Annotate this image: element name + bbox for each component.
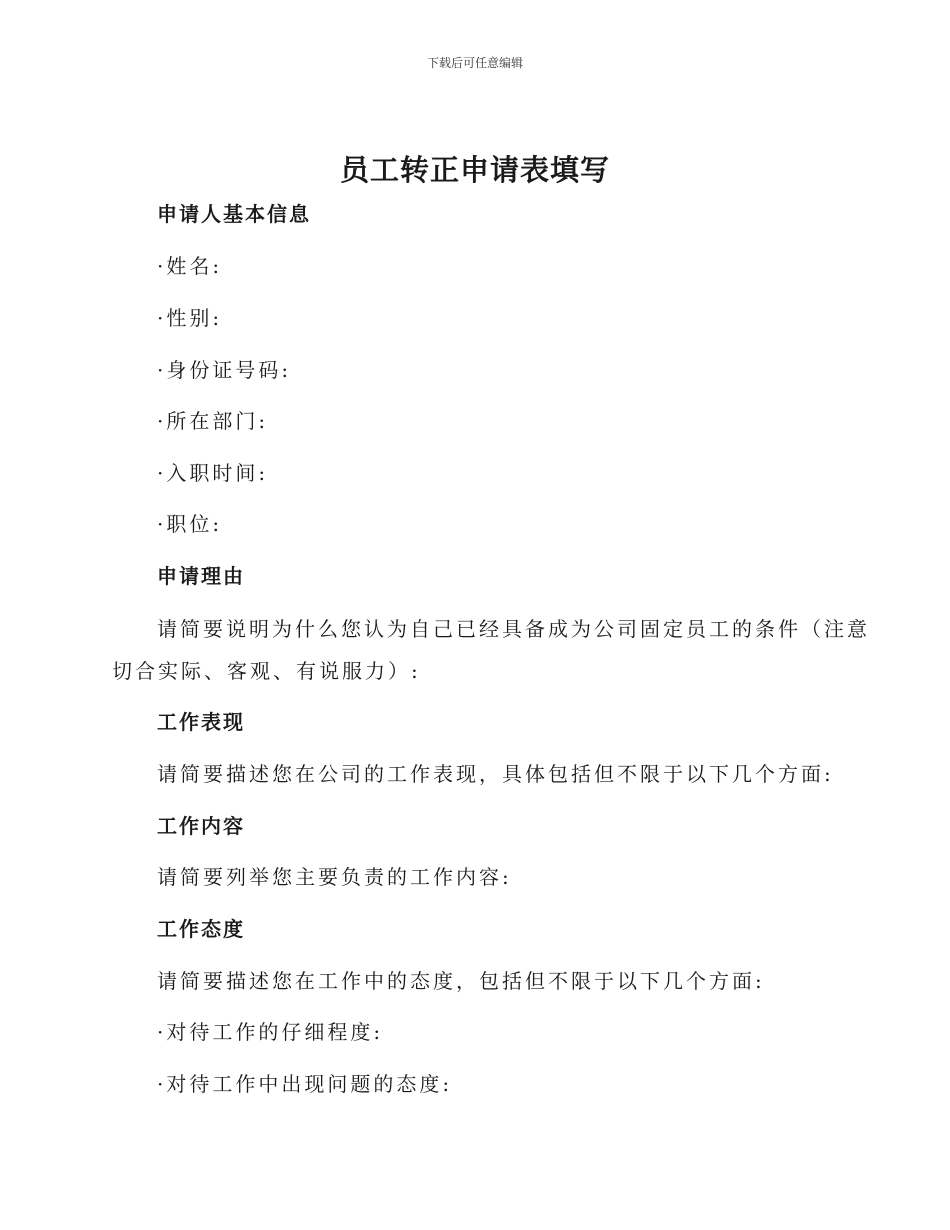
reason-paragraph-line2: 切合实际、客观、有说服力）: <box>112 659 421 683</box>
work-content-paragraph: 请简要列举您主要负责的工作内容: <box>157 865 512 889</box>
section-heading-attitude: 工作态度 <box>157 917 245 941</box>
field-name: ·姓名: <box>157 254 223 278</box>
document-title: 员工转正申请表填写 <box>339 153 610 187</box>
section-heading-basic-info: 申请人基本信息 <box>157 202 311 226</box>
section-heading-performance: 工作表现 <box>157 710 245 734</box>
field-position: ·职位: <box>157 512 223 536</box>
attitude-item-carefulness: ·对待工作的仔细程度: <box>157 1020 384 1044</box>
attitude-paragraph: 请简要描述您在工作中的态度，包括但不限于以下几个方面: <box>157 969 765 993</box>
attitude-item-problem-handling: ·对待工作中出现问题的态度: <box>157 1072 453 1096</box>
performance-paragraph: 请简要描述您在公司的工作表现，具体包括但不限于以下几个方面: <box>157 762 834 786</box>
field-id-number: ·身份证号码: <box>157 358 292 382</box>
header-note: 下载后可任意编辑 <box>426 56 523 70</box>
field-gender: ·性别: <box>157 306 223 330</box>
field-hire-date: ·入职时间: <box>157 461 269 485</box>
section-heading-work-content: 工作内容 <box>157 814 245 838</box>
reason-paragraph-line1: 请简要说明为什么您认为自己已经具备成为公司固定员工的条件（注意 <box>157 617 870 641</box>
field-department: ·所在部门: <box>157 409 269 433</box>
section-heading-reason: 申请理由 <box>157 564 245 588</box>
